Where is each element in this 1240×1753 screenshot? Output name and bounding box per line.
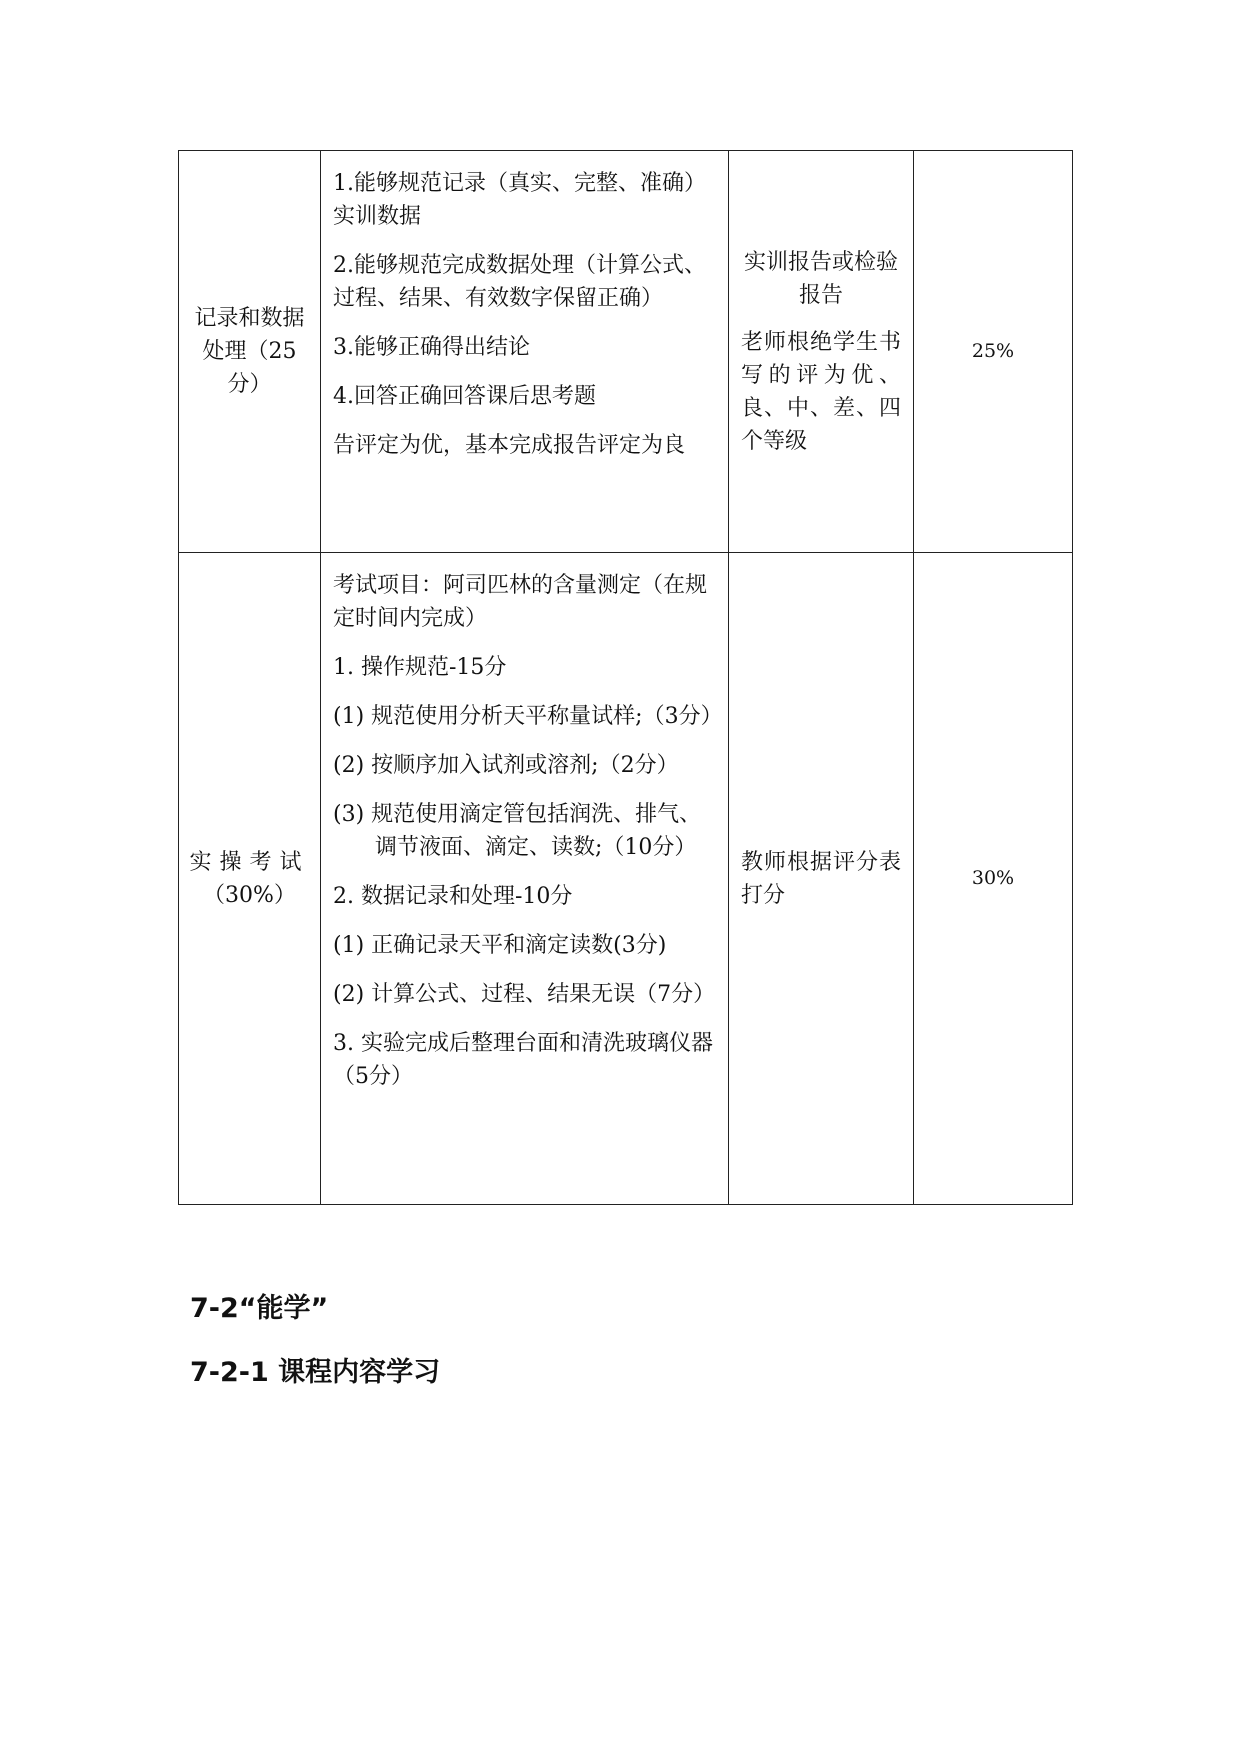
- criteria-item: 2. 数据记录和处理-10分: [333, 884, 573, 909]
- method-cell: [729, 151, 914, 553]
- method-cell: [729, 553, 914, 1205]
- criteria-item: 1. 操作规范-15分: [333, 655, 507, 680]
- weight-value: 30%: [971, 867, 1015, 889]
- criteria-item: (1) 正确记录天平和滴定读数(3分): [333, 933, 667, 958]
- criteria-item: (3) 规范使用滴定管包括润洗、排气、调节液面、滴定、读数;（10分）: [333, 802, 702, 860]
- criteria-item: 1.能够规范记录（真实、完整、准确）实训数据: [333, 171, 706, 229]
- category-text: 实操考试: [189, 849, 310, 875]
- weight-cell: [914, 553, 1073, 1205]
- subsection-heading: 7-2-1 课程内容学习: [190, 1357, 441, 1388]
- criteria-item: 告评定为优，基本完成报告评定为良: [333, 433, 686, 458]
- table-row: [179, 553, 1073, 1205]
- category-weight-text: （30%）: [203, 882, 296, 908]
- criteria-item: (2) 计算公式、过程、结果无误（7分）: [333, 982, 716, 1007]
- section-heading: 7-2“能学”: [190, 1293, 329, 1324]
- category-cell: [179, 553, 321, 1205]
- weight-value: 25%: [971, 340, 1015, 362]
- criteria-cell: [321, 151, 729, 553]
- method-item: 教师根据评分表打分: [741, 849, 901, 908]
- assessment-table: [178, 150, 1073, 1205]
- category-text: 记录和数据处理（25分）: [194, 306, 305, 397]
- criteria-item: 2.能够规范完成数据处理（计算公式、过程、结果、有效数字保留正确）: [333, 253, 706, 311]
- method-item: 实训报告或检验报告: [743, 249, 898, 308]
- method-item: 老师根绝学生书写的评为优、良、中、差、四个等级: [741, 329, 901, 454]
- criteria-item: 3. 实验完成后整理台面和清洗玻璃仪器（5分）: [333, 1031, 713, 1089]
- criteria-item: 4.回答正确回答课后思考题: [333, 384, 596, 409]
- table-row: [179, 151, 1073, 553]
- weight-cell: [914, 151, 1073, 553]
- criteria-item: (1) 规范使用分析天平称量试样;（3分）: [333, 704, 723, 729]
- criteria-item: (2) 按顺序加入试剂或溶剂;（2分）: [333, 753, 679, 778]
- criteria-item: 考试项目：阿司匹林的含量测定（在规定时间内完成）: [333, 573, 708, 631]
- category-cell: [179, 151, 321, 553]
- criteria-item: 3.能够正确得出结论: [333, 335, 530, 360]
- criteria-cell: [321, 553, 729, 1205]
